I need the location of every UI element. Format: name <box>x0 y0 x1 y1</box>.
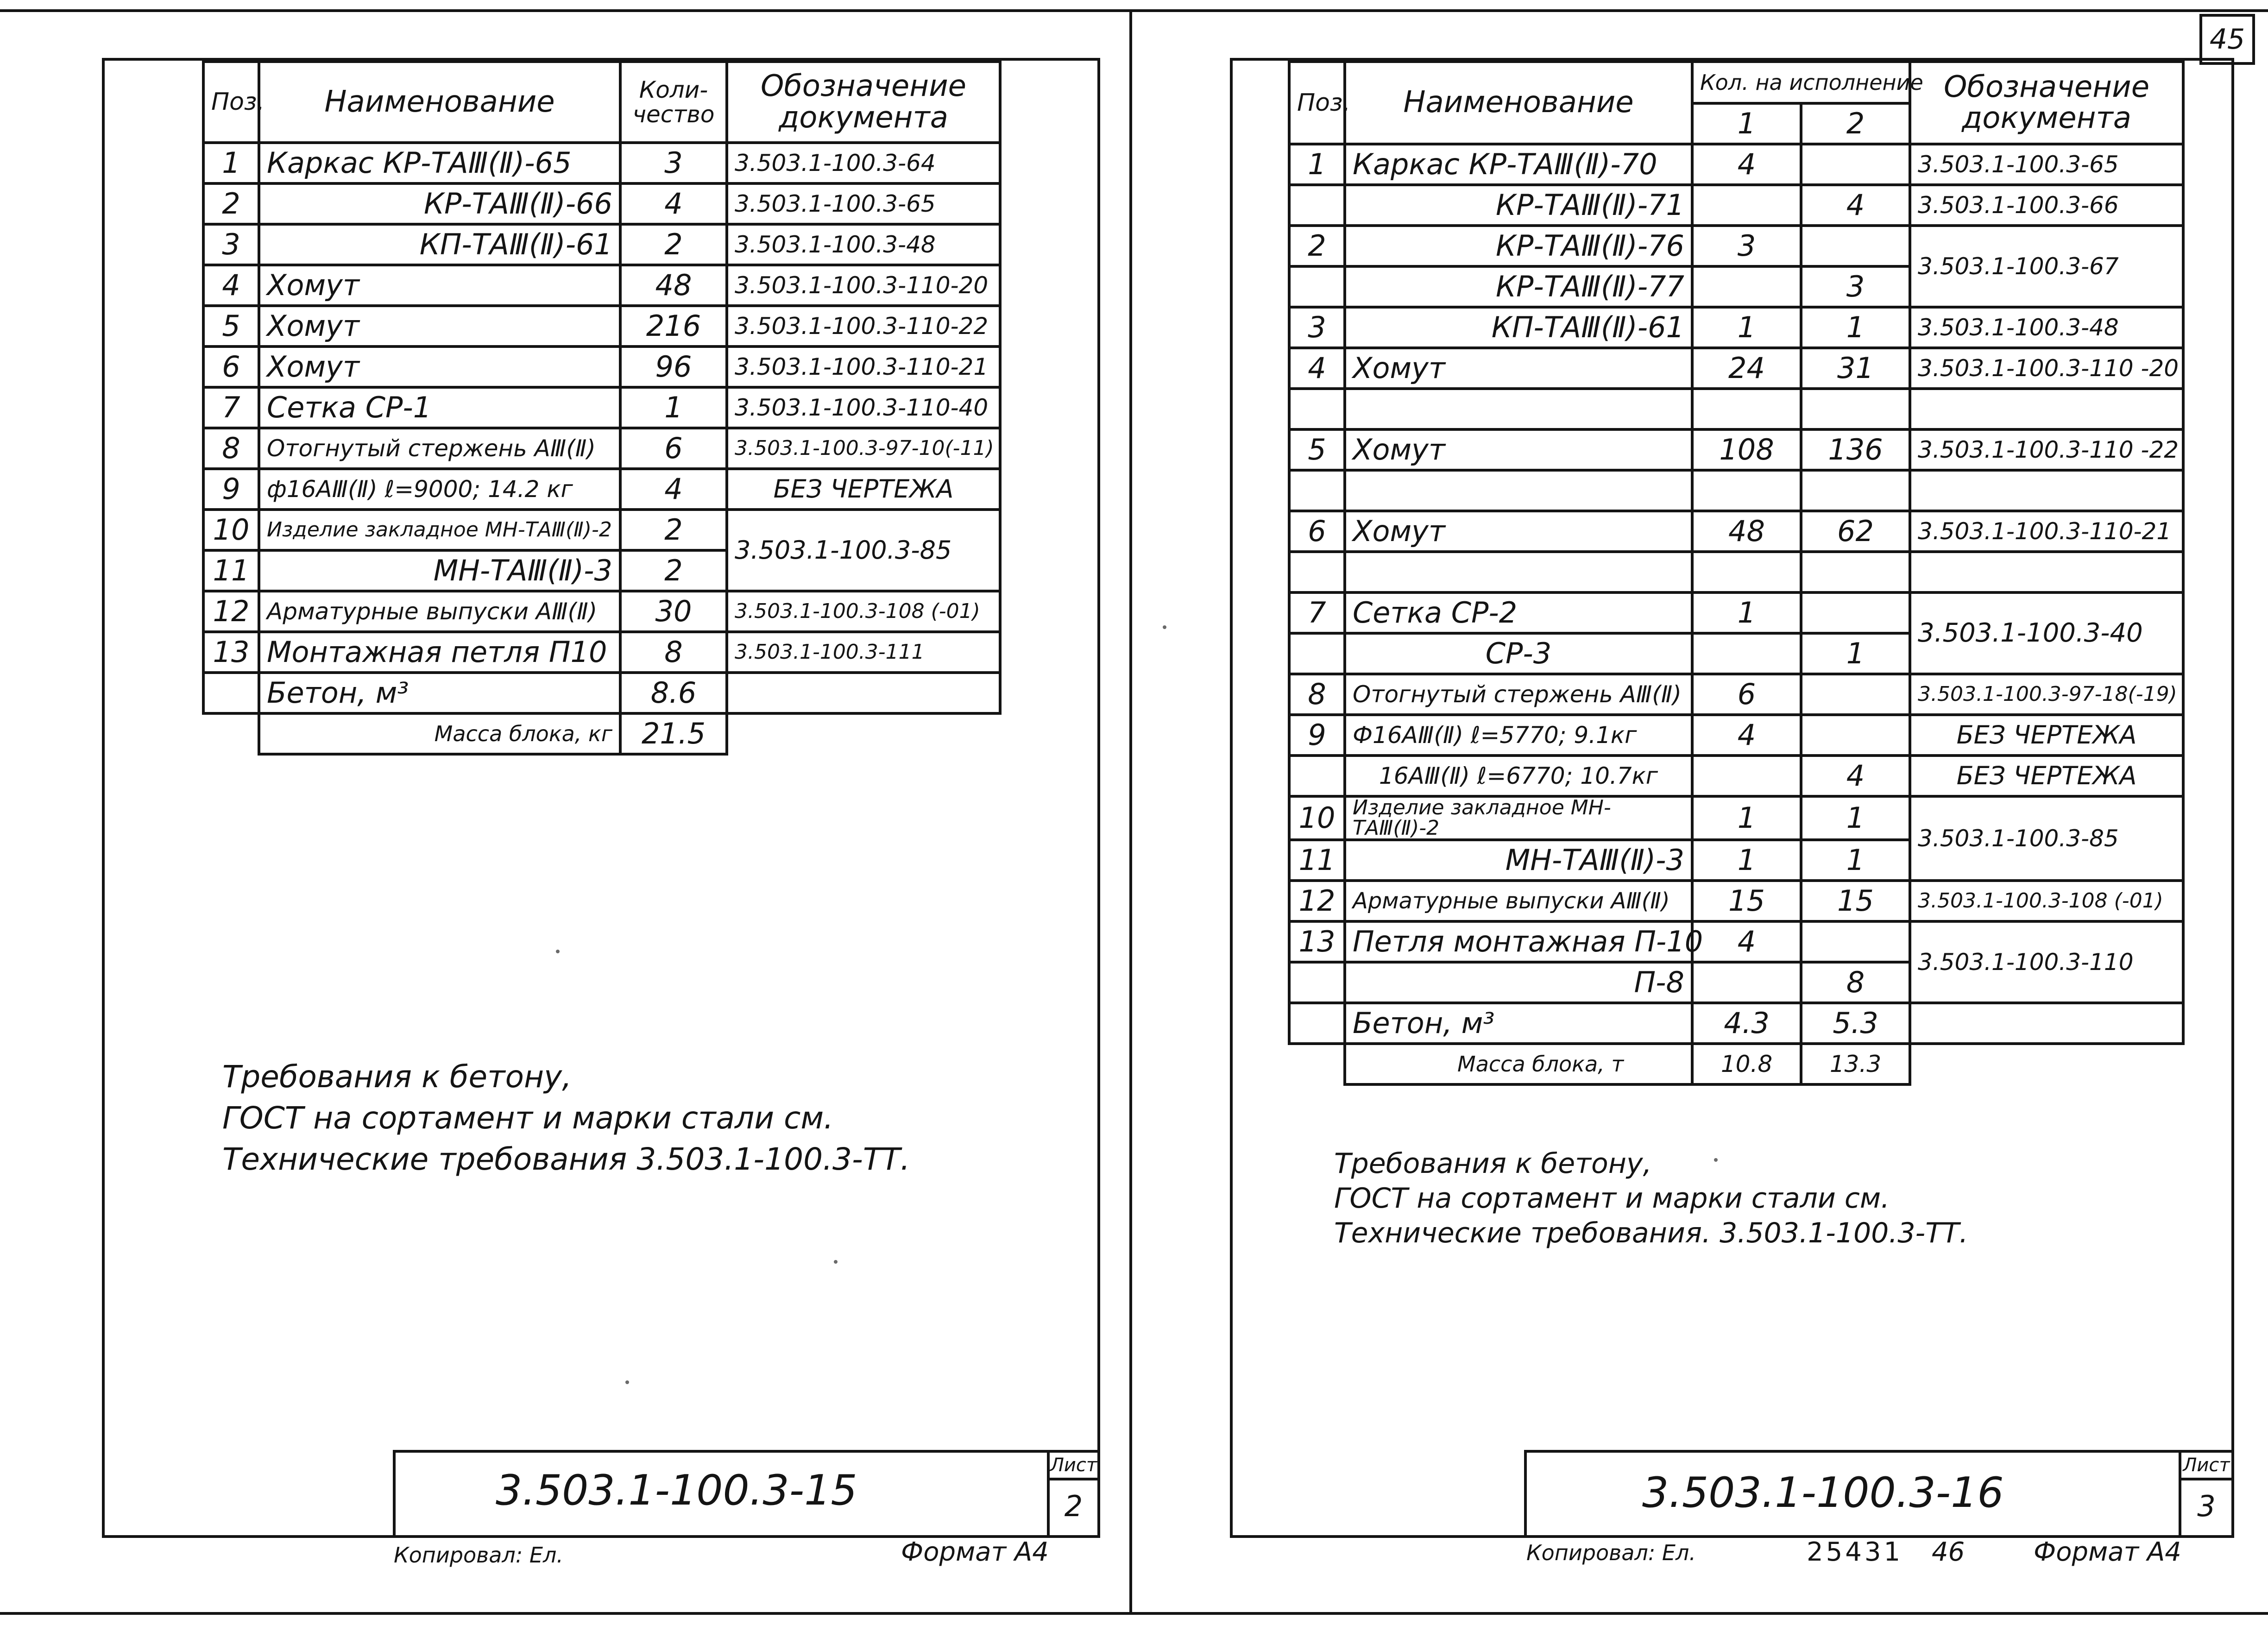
row-name: Хомут <box>1345 429 1692 470</box>
row-qty: 2 <box>620 510 727 550</box>
row-pos <box>1289 962 1345 1003</box>
row-name: Хомут <box>259 346 620 387</box>
table-row <box>1289 674 2183 715</box>
mass-row <box>203 713 1000 754</box>
table-row <box>1289 756 2183 796</box>
page-top-rule <box>0 9 2268 12</box>
table-row <box>203 673 1000 713</box>
row-qty-2: 62 <box>1801 511 1910 552</box>
table-row <box>203 346 1000 387</box>
row-pos: 9 <box>203 469 259 510</box>
row-pos: 8 <box>1289 674 1345 715</box>
row-pos: 2 <box>203 183 259 224</box>
row-qty-2 <box>1801 715 1910 756</box>
left-sheet-number: 2 <box>1064 1489 1083 1523</box>
row-qty-2 <box>1801 674 1910 715</box>
left-header-qty: Коли- чество <box>620 62 727 143</box>
left-doc-code: 3.503.1-100.3-15 <box>496 1466 857 1515</box>
table-row <box>1289 1003 2183 1044</box>
page-number: 45 <box>2209 23 2245 56</box>
right-sheet-label: Лист <box>2183 1455 2230 1476</box>
row-pos: 9 <box>1289 715 1345 756</box>
table-row <box>1289 348 2183 389</box>
right-doc-code: 3.503.1-100.3-16 <box>1642 1468 2004 1517</box>
sheet-divider <box>1129 9 1132 1615</box>
row-name: Изделие закладное МН-ТАⅢ(Ⅱ)-2 <box>259 510 620 550</box>
row-qty: 3 <box>620 143 727 183</box>
row-pos: 4 <box>1289 348 1345 389</box>
row-pos: 3 <box>1289 307 1345 348</box>
row-doc: БЕЗ ЧЕРТЕЖА <box>1910 715 2183 756</box>
mass-value-2: 13.3 <box>1801 1044 1910 1084</box>
row-pos: 7 <box>1289 592 1345 633</box>
row-qty-2: 1 <box>1801 840 1910 881</box>
mass-label: Масса блока, кг <box>259 713 620 754</box>
right-sheet-number: 3 <box>2197 1489 2216 1523</box>
row-doc <box>1910 1003 2183 1044</box>
note-line: Технические требования. 3.503.1-100.3-ТТ. <box>1334 1217 1968 1249</box>
row-qty-1: 4.3 <box>1692 1003 1801 1044</box>
row-doc: 3.503.1-100.3-110 -20 <box>1910 348 2183 389</box>
row-qty: 1 <box>620 387 727 428</box>
row-qty-1: 1 <box>1692 592 1801 633</box>
row-qty-1: 1 <box>1692 307 1801 348</box>
row-pos: 2 <box>1289 226 1345 266</box>
row-name: Изделие закладное МН-ТАⅢ(Ⅱ)-2 <box>1345 796 1692 840</box>
row-name: Хомут <box>259 306 620 346</box>
row-qty: 48 <box>620 265 727 306</box>
table-row <box>1289 429 2183 470</box>
left-spec-table <box>202 60 1002 756</box>
row-pos <box>203 673 259 713</box>
row-qty: 2 <box>620 550 727 591</box>
row-qty: 4 <box>620 469 727 510</box>
row-qty-2: 31 <box>1801 348 1910 389</box>
right-header-qty-group: Кол. на исполнение <box>1692 62 1910 103</box>
right-copied: Копировал: Ел. <box>1526 1540 1696 1565</box>
row-name: Сетка СР-2 <box>1345 592 1692 633</box>
row-pos: 6 <box>1289 511 1345 552</box>
note-line: ГОСТ на сортамент и марки стали см. <box>1334 1182 1890 1215</box>
row-doc: 3.503.1-100.3-40 <box>1910 592 2183 674</box>
row-name: Сетка СР-1 <box>259 387 620 428</box>
row-qty-2: 4 <box>1801 185 1910 226</box>
table-row <box>203 469 1000 510</box>
row-name: КР-ТАⅢ(Ⅱ)-71 <box>1345 185 1692 226</box>
row-doc: 3.503.1-100.3-65 <box>727 183 1000 224</box>
row-doc: 3.503.1-100.3-108 (-01) <box>727 591 1000 632</box>
row-name: Бетон, м³ <box>259 673 620 713</box>
row-name: Монтажная петля П10 <box>259 632 620 673</box>
row-doc: 3.503.1-100.3-64 <box>727 143 1000 183</box>
table-row <box>1289 144 2183 185</box>
table-row <box>203 387 1000 428</box>
right-spec-table <box>1288 60 2185 1086</box>
table-row <box>1289 307 2183 348</box>
row-pos: 13 <box>1289 921 1345 962</box>
table-row <box>203 306 1000 346</box>
row-name: Арматурные выпуски АⅢ(Ⅱ) <box>259 591 620 632</box>
row-doc: 3.503.1-100.3-110 <box>1910 921 2183 1003</box>
table-row-spacer <box>1289 389 2183 429</box>
row-pos: 10 <box>1289 796 1345 840</box>
right-notes <box>1334 1146 1968 1251</box>
row-pos: 13 <box>203 632 259 673</box>
row-doc: 3.503.1-100.3-66 <box>1910 185 2183 226</box>
left-table-header <box>203 62 1000 143</box>
row-qty-2: 1 <box>1801 633 1910 674</box>
table-row <box>203 224 1000 265</box>
row-qty-1: 1 <box>1692 840 1801 881</box>
scan-speck <box>1714 1158 1718 1162</box>
row-name: МН-ТАⅢ(Ⅱ)-3 <box>259 550 620 591</box>
table-row <box>1289 881 2183 921</box>
row-qty-2 <box>1801 226 1910 266</box>
table-row <box>203 510 1000 550</box>
row-name: КП-ТАⅢ(Ⅱ)-61 <box>259 224 620 265</box>
row-name: КР-ТАⅢ(Ⅱ)-76 <box>1345 226 1692 266</box>
row-qty-1: 48 <box>1692 511 1801 552</box>
row-pos <box>1289 756 1345 796</box>
row-qty-2 <box>1801 144 1910 185</box>
right-sheet-cell-divider <box>2179 1478 2234 1480</box>
right-header-col1: 1 <box>1692 103 1801 144</box>
row-pos: 11 <box>1289 840 1345 881</box>
row-doc: 3.503.1-100.3-67 <box>1910 226 2183 307</box>
row-pos: 10 <box>203 510 259 550</box>
row-qty: 2 <box>620 224 727 265</box>
row-doc: 3.503.1-100.3-48 <box>1910 307 2183 348</box>
left-sheet-cell-divider <box>1047 1478 1100 1480</box>
row-qty-2: 4 <box>1801 756 1910 796</box>
table-row-spacer <box>1289 470 2183 511</box>
row-doc: 3.503.1-100.3-111 <box>727 632 1000 673</box>
mass-label: Масса блока, т <box>1345 1044 1692 1084</box>
right-header-col2: 2 <box>1801 103 1910 144</box>
row-qty-1 <box>1692 185 1801 226</box>
row-pos: 5 <box>1289 429 1345 470</box>
row-doc: 3.503.1-100.3-110 -22 <box>1910 429 2183 470</box>
row-qty-2: 15 <box>1801 881 1910 921</box>
row-name: Каркас КР-ТАⅢ(Ⅱ)-65 <box>259 143 620 183</box>
right-archive-sheet: 46 <box>1932 1537 1965 1567</box>
row-name: КП-ТАⅢ(Ⅱ)-61 <box>1345 307 1692 348</box>
row-qty: 30 <box>620 591 727 632</box>
mass-value: 21.5 <box>620 713 727 754</box>
table-row <box>1289 715 2183 756</box>
row-doc: БЕЗ ЧЕРТЕЖА <box>1910 756 2183 796</box>
row-name: 16АⅢ(Ⅱ) ℓ=6770; 10.7кг <box>1345 756 1692 796</box>
row-name: Отогнутый стержень АⅢ(Ⅱ) <box>1345 674 1692 715</box>
row-qty-2: 1 <box>1801 307 1910 348</box>
row-qty: 8.6 <box>620 673 727 713</box>
table-row <box>1289 921 2183 962</box>
page-number-box <box>2199 14 2255 65</box>
note-line: ГОСТ на сортамент и марки стали см. <box>222 1100 834 1136</box>
note-line: Требования к бетону, <box>1334 1147 1652 1180</box>
table-row <box>203 143 1000 183</box>
note-line: Технические требования 3.503.1-100.3-ТТ. <box>222 1141 910 1178</box>
row-doc: 3.503.1-100.3-110-21 <box>727 346 1000 387</box>
mass-row <box>1289 1044 2183 1084</box>
row-qty-1: 4 <box>1692 715 1801 756</box>
row-name: Хомут <box>1345 511 1692 552</box>
row-qty-1 <box>1692 756 1801 796</box>
table-row <box>1289 796 2183 840</box>
row-pos <box>1289 633 1345 674</box>
row-qty-2 <box>1801 921 1910 962</box>
row-qty: 4 <box>620 183 727 224</box>
left-header-doc: Обозначение документа <box>727 62 1000 143</box>
row-qty-2: 3 <box>1801 266 1910 307</box>
row-doc: 3.503.1-100.3-65 <box>1910 144 2183 185</box>
row-name: Арматурные выпуски АⅢ(Ⅱ) <box>1345 881 1692 921</box>
table-row <box>1289 226 2183 266</box>
row-name: КР-ТАⅢ(Ⅱ)-77 <box>1345 266 1692 307</box>
row-qty-1: 24 <box>1692 348 1801 389</box>
row-pos: 6 <box>203 346 259 387</box>
row-name: Каркас КР-ТАⅢ(Ⅱ)-70 <box>1345 144 1692 185</box>
right-format: Формат А4 <box>2034 1537 2181 1567</box>
table-row <box>1289 511 2183 552</box>
row-qty-2: 136 <box>1801 429 1910 470</box>
left-sheet-label: Лист <box>1050 1455 1097 1476</box>
row-qty-2 <box>1801 592 1910 633</box>
row-qty-1: 108 <box>1692 429 1801 470</box>
row-doc: 3.503.1-100.3-85 <box>1910 796 2183 881</box>
scan-speck <box>834 1260 838 1264</box>
row-doc <box>727 673 1000 713</box>
left-notes <box>222 1056 910 1180</box>
row-doc: 3.503.1-100.3-110-40 <box>727 387 1000 428</box>
table-row <box>1289 592 2183 633</box>
row-doc: 3.503.1-100.3-48 <box>727 224 1000 265</box>
left-header-pos: Поз. <box>203 62 259 143</box>
row-qty-1 <box>1692 962 1801 1003</box>
mass-value-1: 10.8 <box>1692 1044 1801 1084</box>
row-name: МН-ТАⅢ(Ⅱ)-3 <box>1345 840 1692 881</box>
row-doc: 3.503.1-100.3-97-18(-19) <box>1910 674 2183 715</box>
row-qty: 6 <box>620 428 727 469</box>
right-table-header <box>1289 62 2183 103</box>
row-pos: 12 <box>203 591 259 632</box>
row-qty-1: 1 <box>1692 796 1801 840</box>
right-header-pos: Поз. <box>1289 62 1345 144</box>
row-qty-1: 4 <box>1692 144 1801 185</box>
page-bottom-rule <box>0 1612 2268 1615</box>
row-name: Петля монтажная П-10 <box>1345 921 1692 962</box>
row-qty: 96 <box>620 346 727 387</box>
row-qty-1 <box>1692 633 1801 674</box>
row-pos: 8 <box>203 428 259 469</box>
row-qty-1: 4 <box>1692 921 1801 962</box>
right-archive-number: 25431 <box>1807 1537 1903 1567</box>
row-pos: 1 <box>203 143 259 183</box>
row-qty-1 <box>1692 266 1801 307</box>
scan-speck <box>556 950 560 953</box>
row-qty: 216 <box>620 306 727 346</box>
row-pos: 1 <box>1289 144 1345 185</box>
row-pos: 3 <box>203 224 259 265</box>
row-qty-1: 15 <box>1692 881 1801 921</box>
row-name: П-8 <box>1345 962 1692 1003</box>
scan-speck <box>1163 625 1166 629</box>
row-name: Хомут <box>1345 348 1692 389</box>
row-doc: 3.503.1-100.3-85 <box>727 510 1000 591</box>
row-qty-2: 5.3 <box>1801 1003 1910 1044</box>
table-row <box>203 591 1000 632</box>
note-line: Требования к бетону, <box>222 1059 572 1095</box>
table-row <box>1289 185 2183 226</box>
row-pos <box>1289 185 1345 226</box>
table-row <box>203 632 1000 673</box>
row-doc: БЕЗ ЧЕРТЕЖА <box>727 469 1000 510</box>
row-qty-1: 3 <box>1692 226 1801 266</box>
row-doc: 3.503.1-100.3-97-10(-11) <box>727 428 1000 469</box>
row-pos <box>1289 266 1345 307</box>
row-name: Ф16АⅢ(Ⅱ) ℓ=5770; 9.1кг <box>1345 715 1692 756</box>
table-row <box>203 265 1000 306</box>
left-format: Формат А4 <box>901 1537 1049 1567</box>
row-pos: 7 <box>203 387 259 428</box>
scan-speck <box>625 1380 629 1384</box>
row-doc: 3.503.1-100.3-110-20 <box>727 265 1000 306</box>
right-header-name: Наименование <box>1345 62 1692 144</box>
row-qty: 8 <box>620 632 727 673</box>
row-name: Отогнутый стержень АⅢ(Ⅱ) <box>259 428 620 469</box>
row-qty-1: 6 <box>1692 674 1801 715</box>
row-qty-2: 8 <box>1801 962 1910 1003</box>
row-pos <box>1289 1003 1345 1044</box>
row-name: Хомут <box>259 265 620 306</box>
left-copied: Копировал: Ел. <box>394 1543 564 1568</box>
row-pos: 4 <box>203 265 259 306</box>
row-pos: 12 <box>1289 881 1345 921</box>
row-name: ф16АⅢ(Ⅱ) ℓ=9000; 14.2 кг <box>259 469 620 510</box>
right-header-doc: Обозначение документа <box>1910 62 2183 144</box>
row-doc: 3.503.1-100.3-110-21 <box>1910 511 2183 552</box>
row-doc: 3.503.1-100.3-108 (-01) <box>1910 881 2183 921</box>
row-pos: 5 <box>203 306 259 346</box>
row-pos: 11 <box>203 550 259 591</box>
row-name: Бетон, м³ <box>1345 1003 1692 1044</box>
row-doc: 3.503.1-100.3-110-22 <box>727 306 1000 346</box>
row-qty-2: 1 <box>1801 796 1910 840</box>
table-row <box>203 183 1000 224</box>
table-row <box>203 428 1000 469</box>
row-name: СР-3 <box>1345 633 1692 674</box>
table-row-spacer <box>1289 552 2183 592</box>
left-header-name: Наименование <box>259 62 620 143</box>
row-name: КР-ТАⅢ(Ⅱ)-66 <box>259 183 620 224</box>
